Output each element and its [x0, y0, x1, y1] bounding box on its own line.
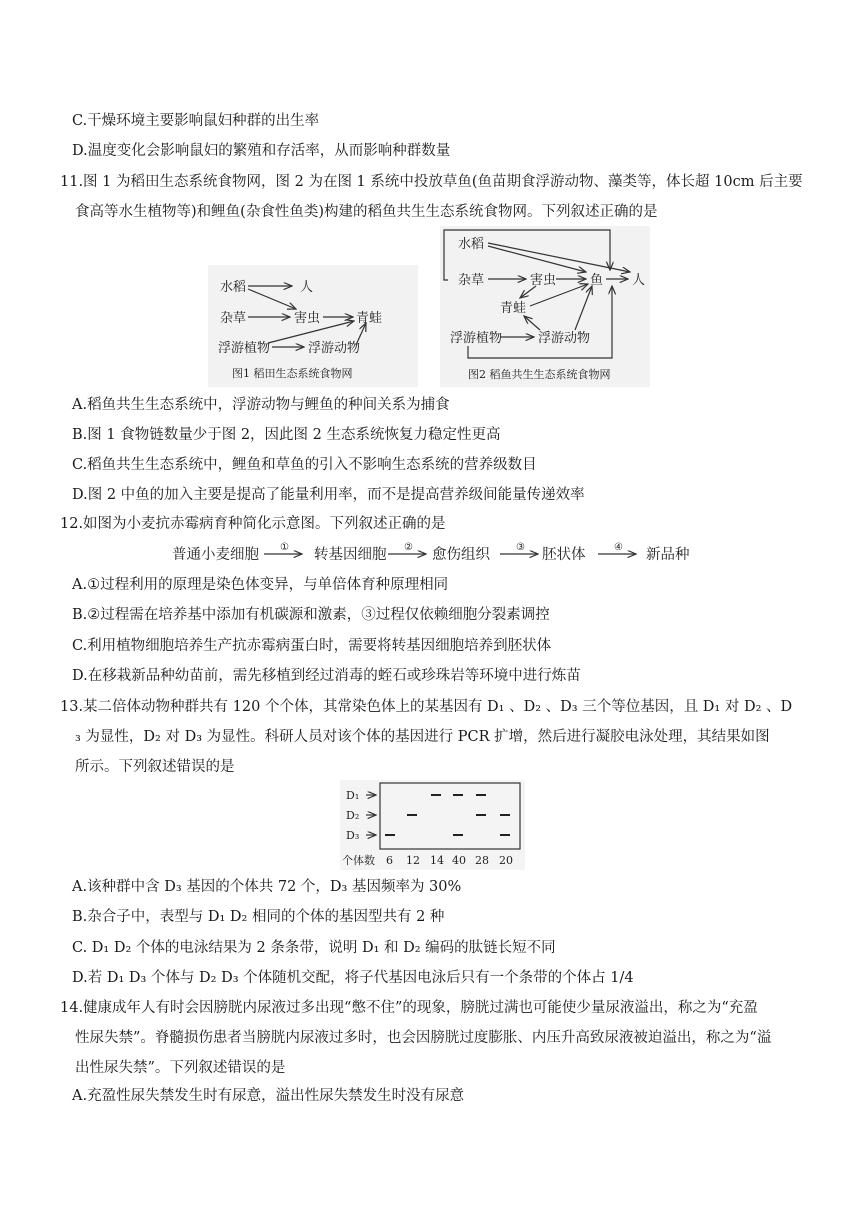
fig1-phyto: 浮游植物: [218, 341, 271, 356]
q13-option-c: C. D₁ D₂ 个体的电泳结果为 2 条条带，说明 D₁ 和 D₂ 编码的肽链长短不同: [72, 940, 556, 956]
q13-option-d: D.若 D₁ D₃ 个体与 D₂ D₃ 个体随机交配，将子代基因电泳后只有一个条带的个体占 1/4: [72, 970, 634, 986]
gel-row-label-d1: D₁: [346, 789, 360, 802]
flow-step-callus: 愈伤组织: [432, 547, 490, 563]
fig1-pest: 害虫: [294, 311, 321, 326]
gel-row-label-d2: D₂: [346, 809, 360, 822]
fig1-zoo: 浮游动物: [308, 341, 361, 356]
fig2-frog: 青蛙: [500, 301, 527, 316]
flow-step-embryoid: 胚状体: [542, 547, 586, 563]
fig1-caption: 图1 稻田生态系统食物网: [232, 367, 353, 380]
q11-option-c: C.稻鱼共生生态系统中，鲤鱼和草鱼的引入不影响生态系统的营养级数目: [72, 457, 537, 473]
fig2-human: 人: [632, 273, 646, 288]
q13-option-a: A.该种群中含 D₃ 基因的个体共 72 个，D₃ 基因频率为 30%: [72, 879, 462, 895]
fig1-rice: 水稻: [220, 280, 247, 295]
q14-stem-line1: 14.健康成年人有时会因膀胱内尿液过多出现“憋不住”的现象，膀胱过满也可能使少量尿液溢出，称之为“充盈: [60, 1000, 758, 1016]
fig2-zoo: 浮游动物: [538, 331, 591, 346]
flow-step-wheat-cell: 普通小麦细胞: [172, 547, 259, 563]
q11-option-a: A.稻鱼共生生态系统中，浮游动物与鲤鱼的种间关系为捕食: [72, 397, 450, 413]
q12-stem: 12.如图为小麦抗赤霉病育种简化示意图。下列叙述正确的是: [60, 516, 446, 532]
flow-arrow-1-label: ①: [280, 542, 289, 553]
fig2-pest: 害虫: [530, 273, 557, 288]
fig2-rice: 水稻: [458, 237, 485, 252]
q11-stem-line1: 11.图 1 为稻田生态系统食物网，图 2 为在图 1 系统中投放草鱼(鱼苗期食浮游动物、藻类等，体长超 10cm 后主要: [60, 174, 803, 190]
fig2-phyto: 浮游植物: [450, 331, 503, 346]
q11-figure2-food-web: [440, 226, 650, 387]
q14-stem-line3: 出性尿失禁”。下列叙述错误的是: [75, 1060, 286, 1076]
fig2-caption: 图2 稻鱼共生生态系统食物网: [468, 368, 611, 381]
q12-option-c: C.利用植物细胞培养生产抗赤霉病蛋白时，需要将转基因细胞培养到胚状体: [72, 638, 552, 654]
q11-stem-line2: 食高等水生植物等)和鲤鱼(杂食性鱼类)构建的稻鱼共生生态系统食物网。下列叙述正确的是: [75, 204, 658, 220]
q13-option-b: B.杂合子中，表型与 D₁ D₂ 相同的个体的基因型共有 2 种: [72, 909, 445, 925]
flow-arrow-4-label: ④: [614, 542, 623, 553]
q12-option-a: A.①过程利用的原理是染色体变异，与单倍体育种原理相同: [72, 577, 449, 593]
q11-figure1-food-web: [208, 265, 418, 387]
q13-stem-line2: ₃ 为显性，D₂ 对 D₃ 为显性。科研人员对该个体的基因进行 PCR 扩增，然后进行凝胶电泳处理，其结果如图: [75, 729, 770, 745]
fig1-human: 人: [300, 280, 314, 295]
flow-step-transgenic-cell: 转基因细胞: [314, 547, 387, 563]
fig2-weed: 杂草: [458, 273, 485, 288]
q10-option-d: D.温度变化会影响鼠妇的繁殖和存活率，从而影响种群数量: [72, 143, 451, 159]
q12-flow-diagram: [168, 539, 708, 567]
q10-option-c: C.干燥环境主要影响鼠妇种群的出生率: [72, 113, 320, 129]
gel-count-lane1: 6: [386, 854, 393, 867]
q13-electrophoresis-gel: [340, 780, 525, 870]
q12-option-d: D.在移栽新品种幼苗前，需先移植到经过消毒的蛭石或珍珠岩等环境中进行炼苗: [72, 668, 581, 684]
q14-option-a: A.充盈性尿失禁发生时有尿意，溢出性尿失禁发生时没有尿意: [72, 1088, 465, 1104]
q13-stem-line1: 13.某二倍体动物种群共有 120 个个体，其常染色体上的某基因有 D₁ 、D₂ 、D₃ 三个等位基因，且 D₁ 对 D₂ 、D: [60, 699, 793, 715]
gel-count-label: 个体数: [342, 854, 375, 867]
q11-option-d: D.图 2 中鱼的加入主要是提高了能量利用率，而不是提高营养级间能量传递效率: [72, 487, 585, 503]
flow-step-new-variety: 新品种: [646, 547, 690, 563]
q13-stem-line3: 所示。下列叙述错误的是: [75, 759, 235, 775]
gel-count-lane3: 14: [430, 854, 444, 867]
flow-arrow-3-label: ③: [516, 542, 525, 553]
q14-stem-line2: 性尿失禁”。脊髓损伤患者当膀胱内尿液过多时，也会因膀胱过度膨胀、内压升高致尿液被迫溢出，称之为“溢: [75, 1030, 772, 1046]
fig2-fish: 鱼: [590, 273, 604, 288]
flow-arrow-2-label: ②: [404, 542, 413, 553]
gel-count-lane6: 20: [499, 854, 513, 867]
fig1-frog: 青蛙: [356, 311, 383, 326]
gel-count-lane2: 12: [406, 854, 420, 867]
q12-option-b: B.②过程需在培养基中添加有机碳源和激素，③过程仅依赖细胞分裂素调控: [72, 607, 550, 623]
gel-count-lane4: 40: [452, 854, 466, 867]
fig1-weed: 杂草: [220, 311, 247, 326]
gel-count-lane5: 28: [475, 854, 489, 867]
q11-option-b: B.图 1 食物链数量少于图 2，因此图 2 生态系统恢复力稳定性更高: [72, 427, 501, 443]
gel-row-label-d3: D₃: [346, 829, 360, 842]
